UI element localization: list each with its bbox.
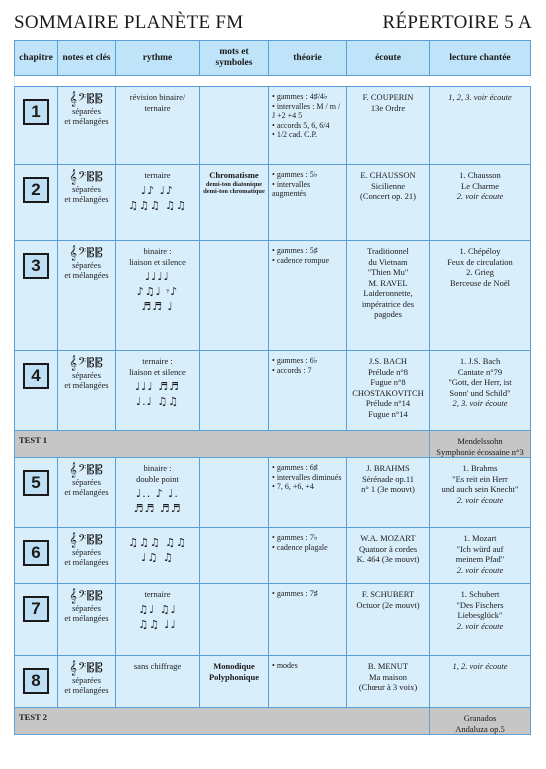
rhythm-notes-line: ♪♫♩ 𝄾♪ bbox=[136, 285, 179, 298]
lecture-cell bbox=[430, 87, 531, 165]
ecoute-text bbox=[347, 528, 429, 565]
mots-cell bbox=[200, 584, 269, 656]
lecture-line: Cantate n°79 bbox=[457, 366, 503, 377]
ecoute-cell bbox=[347, 165, 430, 241]
clefs-caption: et mélangées bbox=[64, 613, 109, 623]
ecoute-text bbox=[347, 584, 429, 610]
column-header-mots: mots et symboles bbox=[200, 41, 269, 76]
clefs-caption: et mélangées bbox=[64, 380, 109, 390]
column-header-ecoute: écoute bbox=[347, 41, 430, 76]
theorie-item: • 1/2 cad. C.P. bbox=[272, 130, 344, 140]
mots-text bbox=[200, 87, 268, 92]
ecoute-line: (Concert op. 21) bbox=[360, 191, 416, 201]
ecoute-line: K. 464 (3e mouvt) bbox=[356, 554, 420, 564]
theorie-cell bbox=[269, 87, 347, 165]
theorie-item: • gammes : 5♭ bbox=[272, 170, 344, 180]
theorie-item: • 7, 6, +6, +4 bbox=[272, 482, 344, 492]
clefs-caption: et mélangées bbox=[64, 194, 109, 204]
rythme-cell bbox=[116, 351, 200, 431]
theorie-list bbox=[269, 528, 346, 552]
chapter-row bbox=[15, 458, 531, 528]
table-body bbox=[15, 76, 531, 735]
lecture-line: Feux de circulation bbox=[447, 256, 513, 267]
rythme-text bbox=[116, 165, 199, 181]
test-label-cell bbox=[15, 431, 430, 458]
clefs-caption: séparées bbox=[72, 547, 101, 557]
lecture-line: 2. voir écoute bbox=[456, 191, 504, 201]
clefs-caption: et mélangées bbox=[64, 685, 109, 695]
lecture-cell bbox=[430, 241, 531, 351]
rhythm-notation bbox=[116, 600, 199, 632]
column-header-chapitre: chapitre bbox=[15, 41, 58, 76]
chapter-cell bbox=[15, 584, 58, 656]
rythme-cell bbox=[116, 528, 200, 584]
theorie-item: • cadence plagale bbox=[272, 543, 344, 553]
rythme-line: binaire : bbox=[143, 463, 172, 473]
lecture-line: 1. Brahms bbox=[462, 463, 498, 473]
ecoute-cell bbox=[347, 584, 430, 656]
lecture-line: 1. Schubert bbox=[460, 589, 500, 599]
ecoute-line: Fugue n°14 bbox=[368, 408, 408, 419]
lecture-line: Liebesglück" bbox=[457, 610, 503, 620]
chapter-row bbox=[15, 656, 531, 708]
chapter-cell bbox=[15, 528, 58, 584]
theorie-item: • accords 5, 6, 6/4 bbox=[272, 121, 344, 131]
ecoute-line: "Thien Mu" bbox=[367, 267, 409, 277]
lecture-line: Le Charme bbox=[461, 180, 499, 191]
chapter-row bbox=[15, 584, 531, 656]
ecoute-cell bbox=[347, 656, 430, 708]
rythme-line: révision binaire/ bbox=[129, 92, 186, 102]
mots-text bbox=[200, 165, 268, 196]
ecoute-line: (Chœur à 3 voix) bbox=[358, 682, 418, 692]
lecture-line: "Des Fischers bbox=[456, 599, 504, 610]
theorie-list bbox=[269, 656, 346, 671]
chapter-number: 4 bbox=[23, 363, 49, 389]
theorie-item: • intervalles diminués bbox=[272, 473, 344, 483]
lecture-text bbox=[430, 458, 530, 505]
rhythm-notation bbox=[116, 533, 199, 565]
clefs-caption: et mélangées bbox=[64, 557, 109, 567]
column-header-theorie: théorie bbox=[269, 41, 347, 76]
mots-cell bbox=[200, 351, 269, 431]
clefs-cell bbox=[58, 458, 116, 528]
lecture-cell bbox=[430, 656, 531, 708]
ecoute-text bbox=[347, 351, 429, 419]
rythme-text bbox=[116, 87, 199, 113]
theorie-list bbox=[269, 351, 346, 375]
clefs-icon: 𝄞𝄢𝄡𝄡 bbox=[69, 355, 104, 370]
theorie-cell bbox=[269, 656, 347, 708]
theorie-item: • accords : 7 bbox=[272, 366, 344, 376]
mots-text bbox=[200, 656, 268, 682]
rythme-line: sans chiffrage bbox=[133, 661, 182, 671]
summary-table bbox=[14, 40, 531, 735]
test-label-cell bbox=[15, 708, 430, 735]
ecoute-text bbox=[347, 87, 429, 113]
rhythm-notation bbox=[116, 377, 199, 409]
chapter-row bbox=[15, 528, 531, 584]
column-header-notes: notes et clés bbox=[58, 41, 116, 76]
test-row bbox=[15, 708, 531, 735]
rythme-text bbox=[116, 241, 199, 267]
lecture-text bbox=[430, 351, 530, 409]
rhythm-notation bbox=[116, 484, 199, 516]
rythme-text bbox=[116, 458, 199, 484]
rythme-text bbox=[116, 351, 199, 377]
mots-text bbox=[200, 351, 268, 356]
mots-text bbox=[200, 458, 268, 463]
rythme-cell bbox=[116, 241, 200, 351]
ecoute-line: F. SCHUBERT bbox=[361, 589, 415, 599]
ecoute-line: pagodes bbox=[374, 309, 402, 319]
clefs-icon: 𝄞𝄢𝄡𝄡 bbox=[69, 660, 104, 675]
theorie-list bbox=[269, 584, 346, 599]
clefs-caption: et mélangées bbox=[64, 270, 109, 280]
rythme-text bbox=[116, 584, 199, 600]
lecture-line: Berceuse de Noël bbox=[450, 277, 510, 288]
ecoute-line: Sicilienne bbox=[371, 180, 405, 191]
ecoute-line: Sérénade op.11 bbox=[361, 473, 415, 484]
theorie-item: • intervalles : M / m / J +2 +4 5 bbox=[272, 102, 344, 121]
test-label: TEST 2 bbox=[19, 712, 47, 722]
lecture-line: "Es reit ein Herr bbox=[452, 473, 508, 484]
rhythm-notes-line: ♩.♩ ♫♫ bbox=[135, 395, 180, 408]
rhythm-notes-line: ♩♫ ♫ bbox=[141, 551, 174, 564]
theorie-item: • gammes : 7♭ bbox=[272, 533, 344, 543]
lecture-text bbox=[430, 241, 530, 288]
lecture-line: und auch sein Knecht" bbox=[441, 484, 519, 494]
mots-text bbox=[200, 528, 268, 533]
rythme-line: ternaire bbox=[144, 589, 171, 599]
mots-cell bbox=[200, 165, 269, 241]
theorie-item: • cadence rompue bbox=[272, 256, 344, 266]
theorie-cell bbox=[269, 351, 347, 431]
clefs-cell bbox=[58, 165, 116, 241]
lecture-text bbox=[430, 656, 530, 672]
column-header-lecture: lecture chantée bbox=[430, 41, 531, 76]
rythme-text bbox=[116, 656, 199, 672]
lecture-cell bbox=[430, 165, 531, 241]
chapter-row bbox=[15, 87, 531, 165]
ecoute-line: E. CHAUSSON bbox=[360, 170, 416, 180]
ecoute-line: CHOSTAKOVITCH bbox=[352, 387, 424, 398]
theorie-cell bbox=[269, 584, 347, 656]
ecoute-line: Laideronnette, bbox=[363, 288, 413, 298]
clefs-icon: 𝄞𝄢𝄡𝄡 bbox=[69, 245, 104, 260]
lecture-line: 1. Chépéloy bbox=[459, 246, 501, 256]
ecoute-line: W.A. MOZART bbox=[360, 533, 416, 543]
theorie-cell bbox=[269, 528, 347, 584]
chapter-row bbox=[15, 351, 531, 431]
ecoute-text bbox=[347, 165, 429, 202]
rythme-cell bbox=[116, 87, 200, 165]
theorie-list bbox=[269, 165, 346, 199]
lecture-cell bbox=[430, 708, 531, 735]
ecoute-line: n° 1 (3e mouvt) bbox=[361, 484, 415, 494]
clefs-cell bbox=[58, 656, 116, 708]
rhythm-notes-line: ♫♫ ♩♩ bbox=[138, 617, 177, 631]
chapter-row bbox=[15, 241, 531, 351]
chapter-number: 7 bbox=[23, 596, 49, 622]
lecture-line: "Gott, der Herr, ist bbox=[448, 377, 512, 387]
clefs-icon: 𝄞𝄢𝄡𝄡 bbox=[69, 169, 104, 184]
ecoute-line: Fugue n°8 bbox=[370, 377, 406, 387]
theorie-cell bbox=[269, 241, 347, 351]
ecoute-line: B. MENUT bbox=[367, 661, 409, 671]
theorie-item: • gammes : 6♯ bbox=[272, 463, 344, 473]
test-row bbox=[15, 431, 531, 458]
lecture-cell bbox=[430, 458, 531, 528]
rythme-line: liaison et silence bbox=[129, 256, 186, 267]
ecoute-line: J. BRAHMS bbox=[366, 463, 410, 473]
ecoute-line: J.S. BACH bbox=[368, 356, 408, 366]
rhythm-notation bbox=[116, 267, 199, 314]
rhythm-notes-line: ♫♫♫ ♫♫ bbox=[128, 198, 187, 212]
chapter-cell bbox=[15, 351, 58, 431]
rythme-cell bbox=[116, 458, 200, 528]
chapter-cell bbox=[15, 241, 58, 351]
ecoute-line: Prélude n°8 bbox=[368, 366, 408, 377]
clefs-caption: séparées bbox=[72, 675, 101, 685]
lecture-line: 2. voir écoute bbox=[456, 564, 504, 575]
mots-cell bbox=[200, 528, 269, 584]
test-label: TEST 1 bbox=[19, 435, 47, 445]
clefs-icon: 𝄞𝄢𝄡𝄡 bbox=[69, 588, 104, 603]
mots-line: Polyphonique bbox=[208, 671, 260, 682]
rythme-line: binaire : bbox=[143, 246, 172, 256]
clefs-caption: séparées bbox=[72, 184, 101, 194]
clefs-caption: séparées bbox=[72, 603, 101, 613]
ecoute-line: Octuor (2e mouvt) bbox=[356, 599, 420, 610]
lecture-line: Granados bbox=[463, 713, 497, 723]
lecture-cell bbox=[430, 528, 531, 584]
chapter-number: 3 bbox=[23, 253, 49, 279]
ecoute-line: Traditionnel bbox=[367, 246, 409, 256]
clefs-cell bbox=[58, 351, 116, 431]
ecoute-text bbox=[347, 241, 429, 320]
lecture-line: Sonn' und Schild" bbox=[449, 387, 511, 398]
rythme-line: ternaire bbox=[144, 170, 171, 180]
chapter-number: 8 bbox=[23, 668, 49, 694]
mots-text bbox=[200, 241, 268, 246]
rhythm-notes-line: ♫♫♫ ♫♫ bbox=[128, 536, 187, 549]
ecoute-line: 13e Ordre bbox=[370, 102, 406, 113]
clefs-icon: 𝄞𝄢𝄡𝄡 bbox=[69, 91, 104, 106]
ecoute-cell bbox=[347, 351, 430, 431]
rhythm-notes-line: ♩.. ♪ ♩. bbox=[136, 487, 179, 500]
theorie-list bbox=[269, 458, 346, 492]
lecture-line: Symphonie écossaine n°3 bbox=[436, 446, 524, 457]
theorie-cell bbox=[269, 458, 347, 528]
ecoute-cell bbox=[347, 87, 430, 165]
page-title: SOMMAIRE PLANÈTE FM bbox=[14, 12, 244, 33]
lecture-line: Andaluza op.5 bbox=[455, 723, 505, 734]
ecoute-cell bbox=[347, 528, 430, 584]
rythme-line: double point bbox=[136, 473, 179, 484]
theorie-cell bbox=[269, 165, 347, 241]
chapter-cell bbox=[15, 656, 58, 708]
ecoute-line: Prélude n°14 bbox=[365, 398, 411, 408]
ecoute-text bbox=[347, 656, 429, 693]
clefs-cell bbox=[58, 584, 116, 656]
rhythm-notes-line: ♬♬ ♬♬ bbox=[133, 502, 182, 515]
lecture-line: 2, 3. voir écoute bbox=[452, 398, 508, 408]
lecture-text bbox=[430, 431, 530, 457]
rythme-line: ternaire : bbox=[142, 356, 173, 366]
mots-cell bbox=[200, 87, 269, 165]
lecture-text bbox=[430, 165, 530, 202]
chapter-cell bbox=[15, 87, 58, 165]
lecture-line: Mendelssohn bbox=[457, 436, 503, 446]
ecoute-line: impératrice des bbox=[361, 298, 415, 309]
theorie-item: • modes bbox=[272, 661, 344, 671]
lecture-text bbox=[430, 584, 530, 631]
chapter-number: 2 bbox=[23, 177, 49, 203]
rhythm-notes-line: ♫♩ ♫♩ bbox=[138, 602, 177, 616]
rythme-cell bbox=[116, 165, 200, 241]
spacer-row bbox=[15, 76, 531, 87]
lecture-line: 2. voir écoute bbox=[456, 494, 504, 505]
lecture-cell bbox=[430, 584, 531, 656]
theorie-item: • gammes : 7♯ bbox=[272, 589, 344, 599]
lecture-text bbox=[430, 87, 530, 103]
clefs-caption: séparées bbox=[72, 260, 101, 270]
ecoute-line: Quatuor à cordes bbox=[358, 543, 418, 554]
ecoute-text bbox=[347, 458, 429, 495]
rhythm-notation bbox=[116, 181, 199, 213]
rythme-line: liaison et silence bbox=[129, 366, 186, 377]
table-header-row bbox=[15, 41, 531, 76]
rythme-line: ternaire bbox=[144, 102, 171, 113]
chapter-number: 1 bbox=[23, 99, 49, 125]
mots-line: Monodique bbox=[213, 661, 255, 671]
lecture-line: meinem Pfad" bbox=[455, 554, 505, 564]
theorie-item: • gammes : 5♯ bbox=[272, 246, 344, 256]
chapter-number: 6 bbox=[23, 540, 49, 566]
mots-line: Chromatisme bbox=[209, 170, 259, 180]
lecture-line: 1. Chausson bbox=[459, 170, 501, 180]
theorie-item: • gammes : 6♭ bbox=[272, 356, 344, 366]
clefs-cell bbox=[58, 528, 116, 584]
mots-small-line: demi-ton chromatique bbox=[203, 188, 265, 195]
chapter-number: 5 bbox=[23, 470, 49, 496]
ecoute-line: Ma maison bbox=[368, 671, 407, 682]
lecture-line: 1. J.S. Bach bbox=[459, 356, 501, 366]
clefs-icon: 𝄞𝄢𝄡𝄡 bbox=[69, 532, 104, 547]
lecture-line: 2. Grieg bbox=[466, 267, 494, 277]
chapter-cell bbox=[15, 458, 58, 528]
lecture-text bbox=[430, 528, 530, 575]
theorie-item: • intervalles augmentés bbox=[272, 180, 344, 199]
clefs-icon: 𝄞𝄢𝄡𝄡 bbox=[69, 462, 104, 477]
clefs-cell bbox=[58, 241, 116, 351]
lecture-line: 2. voir écoute bbox=[456, 620, 504, 631]
ecoute-line: F. COUPERIN bbox=[362, 92, 414, 102]
rhythm-notes-line: ♬♬ ♩ bbox=[141, 300, 174, 313]
column-header-rythme: rythme bbox=[116, 41, 200, 76]
rythme-cell bbox=[116, 584, 200, 656]
lecture-line: 1, 2. voir écoute bbox=[452, 661, 508, 671]
mots-cell bbox=[200, 458, 269, 528]
mots-cell bbox=[200, 656, 269, 708]
ecoute-cell bbox=[347, 241, 430, 351]
rythme-cell bbox=[116, 656, 200, 708]
clefs-caption: séparées bbox=[72, 477, 101, 487]
lecture-line: 1. Mozart bbox=[463, 533, 497, 543]
rhythm-notes-line: ♩♩♩♩ bbox=[145, 270, 170, 283]
ecoute-cell bbox=[347, 458, 430, 528]
clefs-caption: séparées bbox=[72, 370, 101, 380]
rhythm-notes-line: ♩♩♩ ♬♬ bbox=[135, 380, 180, 393]
clefs-caption: et mélangées bbox=[64, 487, 109, 497]
clefs-caption: séparées bbox=[72, 106, 101, 116]
clefs-cell bbox=[58, 87, 116, 165]
theorie-list bbox=[269, 87, 346, 140]
lecture-cell bbox=[430, 431, 531, 458]
lecture-line: "Ich würd auf bbox=[456, 543, 504, 554]
clefs-caption: et mélangées bbox=[64, 116, 109, 126]
mots-text bbox=[200, 584, 268, 589]
chapter-row bbox=[15, 165, 531, 241]
theorie-list bbox=[269, 241, 346, 265]
lecture-line: 1, 2, 3. voir écoute bbox=[448, 92, 512, 102]
rhythm-notes-line: ♩♪ ♩♪ bbox=[141, 183, 174, 197]
ecoute-line: du Vietnam bbox=[368, 256, 408, 267]
theorie-item: • gammes : 4♯/4♭ bbox=[272, 92, 344, 102]
lecture-cell bbox=[430, 351, 531, 431]
ecoute-line: M. RAVEL bbox=[368, 277, 408, 288]
chapter-cell bbox=[15, 165, 58, 241]
page-subtitle: RÉPERTOIRE 5 A bbox=[382, 12, 532, 33]
lecture-text bbox=[430, 708, 530, 734]
mots-small-line: demi-ton diatonique bbox=[205, 180, 263, 188]
mots-cell bbox=[200, 241, 269, 351]
